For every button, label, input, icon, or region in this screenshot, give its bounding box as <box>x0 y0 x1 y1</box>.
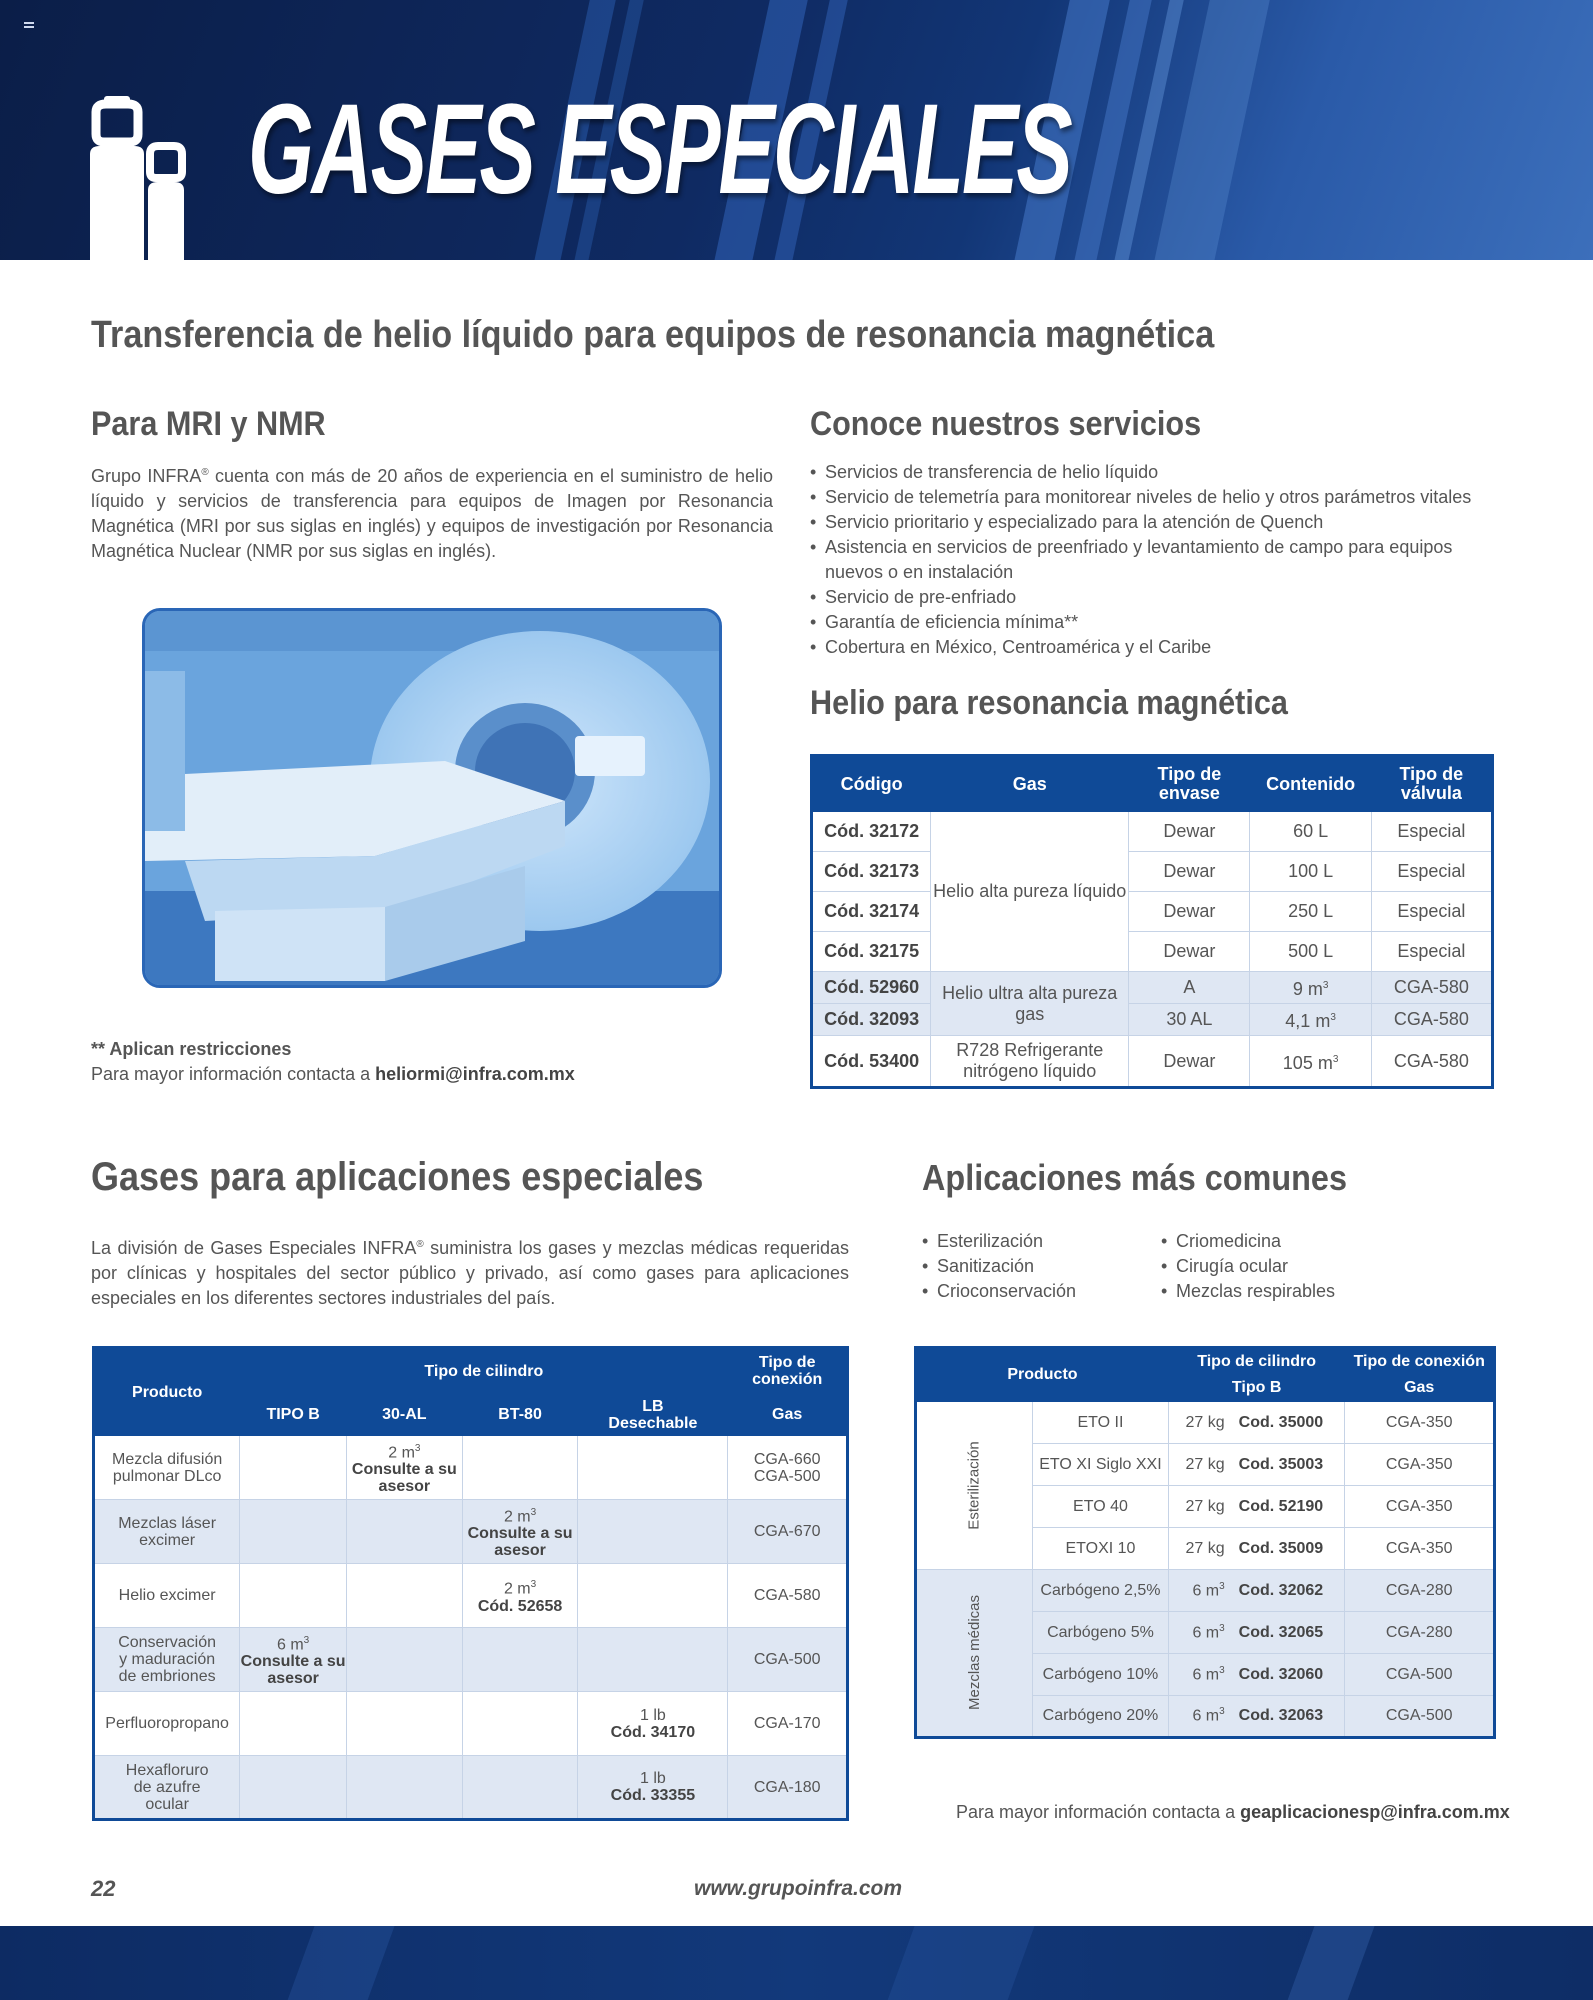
cell-empty <box>578 1564 728 1628</box>
cell-valvula: CGA-580 <box>1371 1004 1492 1036</box>
banner-title: GASES ESPECIALES <box>248 78 1071 221</box>
list-item: • Servicio de pre-enfriado <box>810 585 1480 610</box>
cell-size: 6 $m^3$ <box>1168 1654 1232 1696</box>
cell-contenido: 9 $m^3$ <box>1250 972 1371 1004</box>
list-item: • Servicio de telemetría para monitorear niveles de helio y otros parámetros vitales <box>810 485 1480 510</box>
cell-producto: Mezcla difusión pulmonar DLco <box>94 1436 240 1500</box>
table-row <box>94 1564 848 1628</box>
cell-conexion: CGA-660 CGA-500 <box>728 1436 848 1500</box>
col-header: Tipo de envase <box>1129 756 1250 812</box>
services-list <box>810 460 1480 660</box>
list-item: • Servicio prioritario y especializado para la atención de Quench <box>810 510 1480 535</box>
col-header: 30-AL <box>346 1394 462 1436</box>
cell-conexion: CGA-180 <box>728 1756 848 1820</box>
common-apps-list-1 <box>922 1229 1152 1304</box>
cell-producto: Carbógeno 5% <box>1033 1612 1169 1654</box>
cell-empty <box>240 1436 347 1500</box>
list-item: • Servicios de transferencia de helio líquido <box>810 460 1480 485</box>
cell-envase: Dewar <box>1129 812 1250 852</box>
cell-code: Cod. 35003 <box>1233 1444 1345 1486</box>
list-item: • Cobertura en México, Centroamérica y el Caribe <box>810 635 1480 660</box>
cell-conexion: CGA-350 <box>1345 1444 1495 1486</box>
cell-conexion: CGA-500 <box>1345 1654 1495 1696</box>
cell-contenido: 250 L <box>1250 892 1371 932</box>
cell-size: 6 $m^3$ <box>1168 1570 1232 1612</box>
col-header: Gas <box>1345 1375 1495 1402</box>
col-header: Gas <box>931 756 1129 812</box>
cell-size: 27 kg <box>1168 1402 1232 1444</box>
cell-empty <box>346 1756 462 1820</box>
cell-envase: Dewar <box>1129 852 1250 892</box>
mri-section-body: Grupo INFRA® cuenta con más de 20 años de experiencia en el suministro de helio líquido y servicios de transferencia para equipos de Imagen por Resonancia Magnética (MRI por sus siglas en inglés) y equipos de investigación por Resonancia Magnética Nuclear (NMR por sus siglas en inglés). <box>91 466 774 561</box>
cell-lb: 1 lb Cód. 33355 <box>578 1756 728 1820</box>
table-row <box>94 1628 848 1692</box>
cell-empty <box>462 1628 578 1692</box>
cell-envase: A <box>1129 972 1250 1004</box>
table-row <box>812 932 1493 972</box>
cell-size: 27 kg <box>1168 1486 1232 1528</box>
col-header: Tipo de cilindro <box>1168 1348 1345 1375</box>
cell-empty <box>578 1500 728 1564</box>
col-header: Gas <box>728 1394 848 1436</box>
cell-conexion: CGA-280 <box>1345 1612 1495 1654</box>
cell-conexion: CGA-580 <box>728 1564 848 1628</box>
cell-empty <box>240 1564 347 1628</box>
cell-conexion: CGA-350 <box>1345 1486 1495 1528</box>
col-header: TIPO B <box>240 1394 347 1436</box>
list-item: • Esterilización <box>922 1229 1152 1254</box>
cell-code: Cod. 35009 <box>1233 1528 1345 1570</box>
table-row <box>94 1756 848 1820</box>
table-row <box>94 1436 848 1500</box>
cell-bt80: 2 $m^3$ Cód. 52658 <box>462 1564 578 1628</box>
cell-producto: Conservación y maduración de embriones <box>94 1628 240 1692</box>
group-label-mezclas-medicas: Mezclas médicas <box>916 1570 1033 1738</box>
cell-gas: R728 Refrigerante nitrógeno líquido <box>931 1036 1129 1088</box>
cell-contenido: 60 L <box>1250 812 1371 852</box>
table-row <box>916 1402 1495 1444</box>
cell-producto: ETO 40 <box>1033 1486 1169 1528</box>
cell-empty <box>346 1628 462 1692</box>
cell-conexion: CGA-170 <box>728 1692 848 1756</box>
cell-code: Cod. 52190 <box>1233 1486 1345 1528</box>
menu-icon[interactable] <box>24 22 34 30</box>
cell-envase: Dewar <box>1129 932 1250 972</box>
cell-lb: 1 lb Cód. 34170 <box>578 1692 728 1756</box>
cell-contenido: 500 L <box>1250 932 1371 972</box>
table-row <box>812 1004 1493 1036</box>
col-header: Código <box>812 756 931 812</box>
cell-producto: ETO II <box>1033 1402 1169 1444</box>
cell-empty <box>240 1500 347 1564</box>
page-number: 22 <box>91 1876 116 1901</box>
cell-contenido: 100 L <box>1250 852 1371 892</box>
list-item: • Crioconservación <box>922 1279 1152 1304</box>
medical-mixtures-table <box>914 1346 1496 1739</box>
cell-envase: Dewar <box>1129 892 1250 932</box>
list-item: • Criomedicina <box>1161 1229 1461 1254</box>
cell-producto: Carbógeno 20% <box>1033 1696 1169 1738</box>
list-item: • Cirugía ocular <box>1161 1254 1461 1279</box>
col-header: Tipo de válvula <box>1371 756 1492 812</box>
mri-contact: Para mayor información contacta a heliormi@infra.com.mx <box>91 1064 575 1084</box>
cell-conexion: CGA-280 <box>1345 1570 1495 1612</box>
cell-producto: Mezclas láser excimer <box>94 1500 240 1564</box>
cell-empty <box>346 1500 462 1564</box>
cell-conexion: CGA-350 <box>1345 1402 1495 1444</box>
cell-producto: Carbógeno 10% <box>1033 1654 1169 1696</box>
cell-envase: 30 AL <box>1129 1004 1250 1036</box>
cell-producto: Hexafloruro de azufre ocular <box>94 1756 240 1820</box>
table-row <box>812 892 1493 932</box>
table-row <box>916 1570 1495 1612</box>
common-apps-title: Aplicaciones más comunes <box>922 1157 1347 1198</box>
applications-email-link[interactable]: geaplicacionesp@infra.com.mx <box>1240 1802 1510 1822</box>
col-header: BT-80 <box>462 1394 578 1436</box>
cell-tipob: 6 $m^3$ Consulte a su asesor <box>240 1628 347 1692</box>
col-header: Producto <box>916 1348 1169 1402</box>
cell-code: Cod. 32062 <box>1233 1570 1345 1612</box>
table-row <box>812 1036 1493 1088</box>
table-row <box>94 1692 848 1756</box>
helio-email-link[interactable]: heliormi@infra.com.mx <box>375 1064 575 1084</box>
applications-contact: Para mayor información contacta a geaplicacionesp@infra.com.mx <box>956 1802 1510 1822</box>
cell-size: 6 $m^3$ <box>1168 1696 1232 1738</box>
cell-valvula: Especial <box>1371 892 1492 932</box>
cell-valvula: Especial <box>1371 932 1492 972</box>
col-header: Tipo de conexión <box>728 1348 848 1394</box>
cell-code: Cod. 32065 <box>1233 1612 1345 1654</box>
cell-gas: Helio ultra alta pureza gas <box>931 972 1129 1036</box>
cell-valvula: CGA-580 <box>1371 1036 1492 1088</box>
cell-valvula: Especial <box>1371 852 1492 892</box>
cell-empty <box>578 1436 728 1500</box>
cell-empty <box>462 1756 578 1820</box>
mri-scanner-photo <box>142 608 722 988</box>
cell-producto: Helio excimer <box>94 1564 240 1628</box>
cell-valvula: CGA-580 <box>1371 972 1492 1004</box>
cell-code: Cód. 32175 <box>812 932 931 972</box>
list-item: • Mezclas respirables <box>1161 1279 1461 1304</box>
special-applications-table <box>92 1346 849 1821</box>
cell-code: Cód. 53400 <box>812 1036 931 1088</box>
cell-conexion: CGA-500 <box>728 1628 848 1692</box>
cell-empty <box>346 1564 462 1628</box>
table-row <box>812 852 1493 892</box>
cell-producto: ETO XI Siglo XXI <box>1033 1444 1169 1486</box>
cell-size: 27 kg <box>1168 1528 1232 1570</box>
special-gases-title: Gases para aplicaciones especiales <box>91 1155 704 1199</box>
restrictions-note: ** Aplican restricciones <box>91 1039 292 1059</box>
cell-code: Cód. 32093 <box>812 1004 931 1036</box>
cell-code: Cod. 32063 <box>1233 1696 1345 1738</box>
services-title: Conoce nuestros servicios <box>810 405 1202 443</box>
cell-size: 6 $m^3$ <box>1168 1612 1232 1654</box>
list-item: • Asistencia en servicios de preenfriado y levantamiento de campo para equipos nuevos o en instalación <box>810 535 1480 585</box>
table-row <box>812 972 1493 1004</box>
helio-table-title: Helio para resonancia magnética <box>810 684 1288 722</box>
col-header: Tipo de conexión <box>1345 1348 1495 1375</box>
website-link[interactable]: www.grupoinfra.com <box>694 1877 903 1900</box>
col-header: LB Desechable <box>578 1394 728 1436</box>
cell-code: Cód. 32174 <box>812 892 931 932</box>
cell-conexion: CGA-670 <box>728 1500 848 1564</box>
cell-gas: Helio alta pureza líquido <box>931 812 1129 972</box>
helio-table <box>810 754 1494 1089</box>
list-item: • Sanitización <box>922 1254 1152 1279</box>
list-item: • Garantía de eficiencia mínima** <box>810 610 1480 635</box>
cell-producto: Carbógeno 2,5% <box>1033 1570 1169 1612</box>
cell-code: Cód. 32172 <box>812 812 931 852</box>
cell-code: Cod. 32060 <box>1233 1654 1345 1696</box>
cell-code: Cód. 52960 <box>812 972 931 1004</box>
col-header: Tipo B <box>1168 1375 1345 1402</box>
header-banner <box>0 0 1593 260</box>
cell-conexion: CGA-500 <box>1345 1696 1495 1738</box>
cell-producto: Perfluoropropano <box>94 1692 240 1756</box>
cell-empty <box>240 1756 347 1820</box>
cell-contenido: 4,1 $m^3$ <box>1250 1004 1371 1036</box>
cell-empty <box>462 1692 578 1756</box>
col-header: Tipo de cilindro <box>240 1348 728 1394</box>
cell-empty <box>578 1628 728 1692</box>
group-label-esterilizacion: Esterilización <box>916 1402 1033 1570</box>
cell-30al: 2 $m^3$ Consulte a su asesor <box>346 1436 462 1500</box>
cell-valvula: Especial <box>1371 812 1492 852</box>
cell-code: Cod. 35000 <box>1233 1402 1345 1444</box>
table-row <box>94 1500 848 1564</box>
mri-section-title: Para MRI y NMR <box>91 405 326 443</box>
cell-size: 27 kg <box>1168 1444 1232 1486</box>
col-header: Contenido <box>1250 756 1371 812</box>
footer-bar <box>0 1926 1593 2000</box>
cell-contenido: 105 $m^3$ <box>1250 1036 1371 1088</box>
cell-code: Cód. 32173 <box>812 852 931 892</box>
cell-producto: ETOXI 10 <box>1033 1528 1169 1570</box>
gas-cylinders-icon <box>86 96 198 260</box>
col-header: Producto <box>94 1348 240 1436</box>
cell-envase: Dewar <box>1129 1036 1250 1088</box>
page-heading: Transferencia de helio líquido para equipos de resonancia magnética <box>91 314 1215 356</box>
common-apps-list-2 <box>1161 1229 1461 1304</box>
special-gases-body: La división de Gases Especiales INFRA® suministra los gases y mezclas médicas requeridas por clínicas y hospitales del sector público y privado, así como gases para aplicaciones especiales en los diferentes sectores industriales del país. <box>91 1238 849 1308</box>
cell-conexion: CGA-350 <box>1345 1528 1495 1570</box>
cell-empty <box>240 1692 347 1756</box>
table-row <box>812 812 1493 852</box>
cell-empty <box>346 1692 462 1756</box>
cell-bt80: 2 $m^3$ Consulte a su asesor <box>462 1500 578 1564</box>
cell-empty <box>462 1436 578 1500</box>
